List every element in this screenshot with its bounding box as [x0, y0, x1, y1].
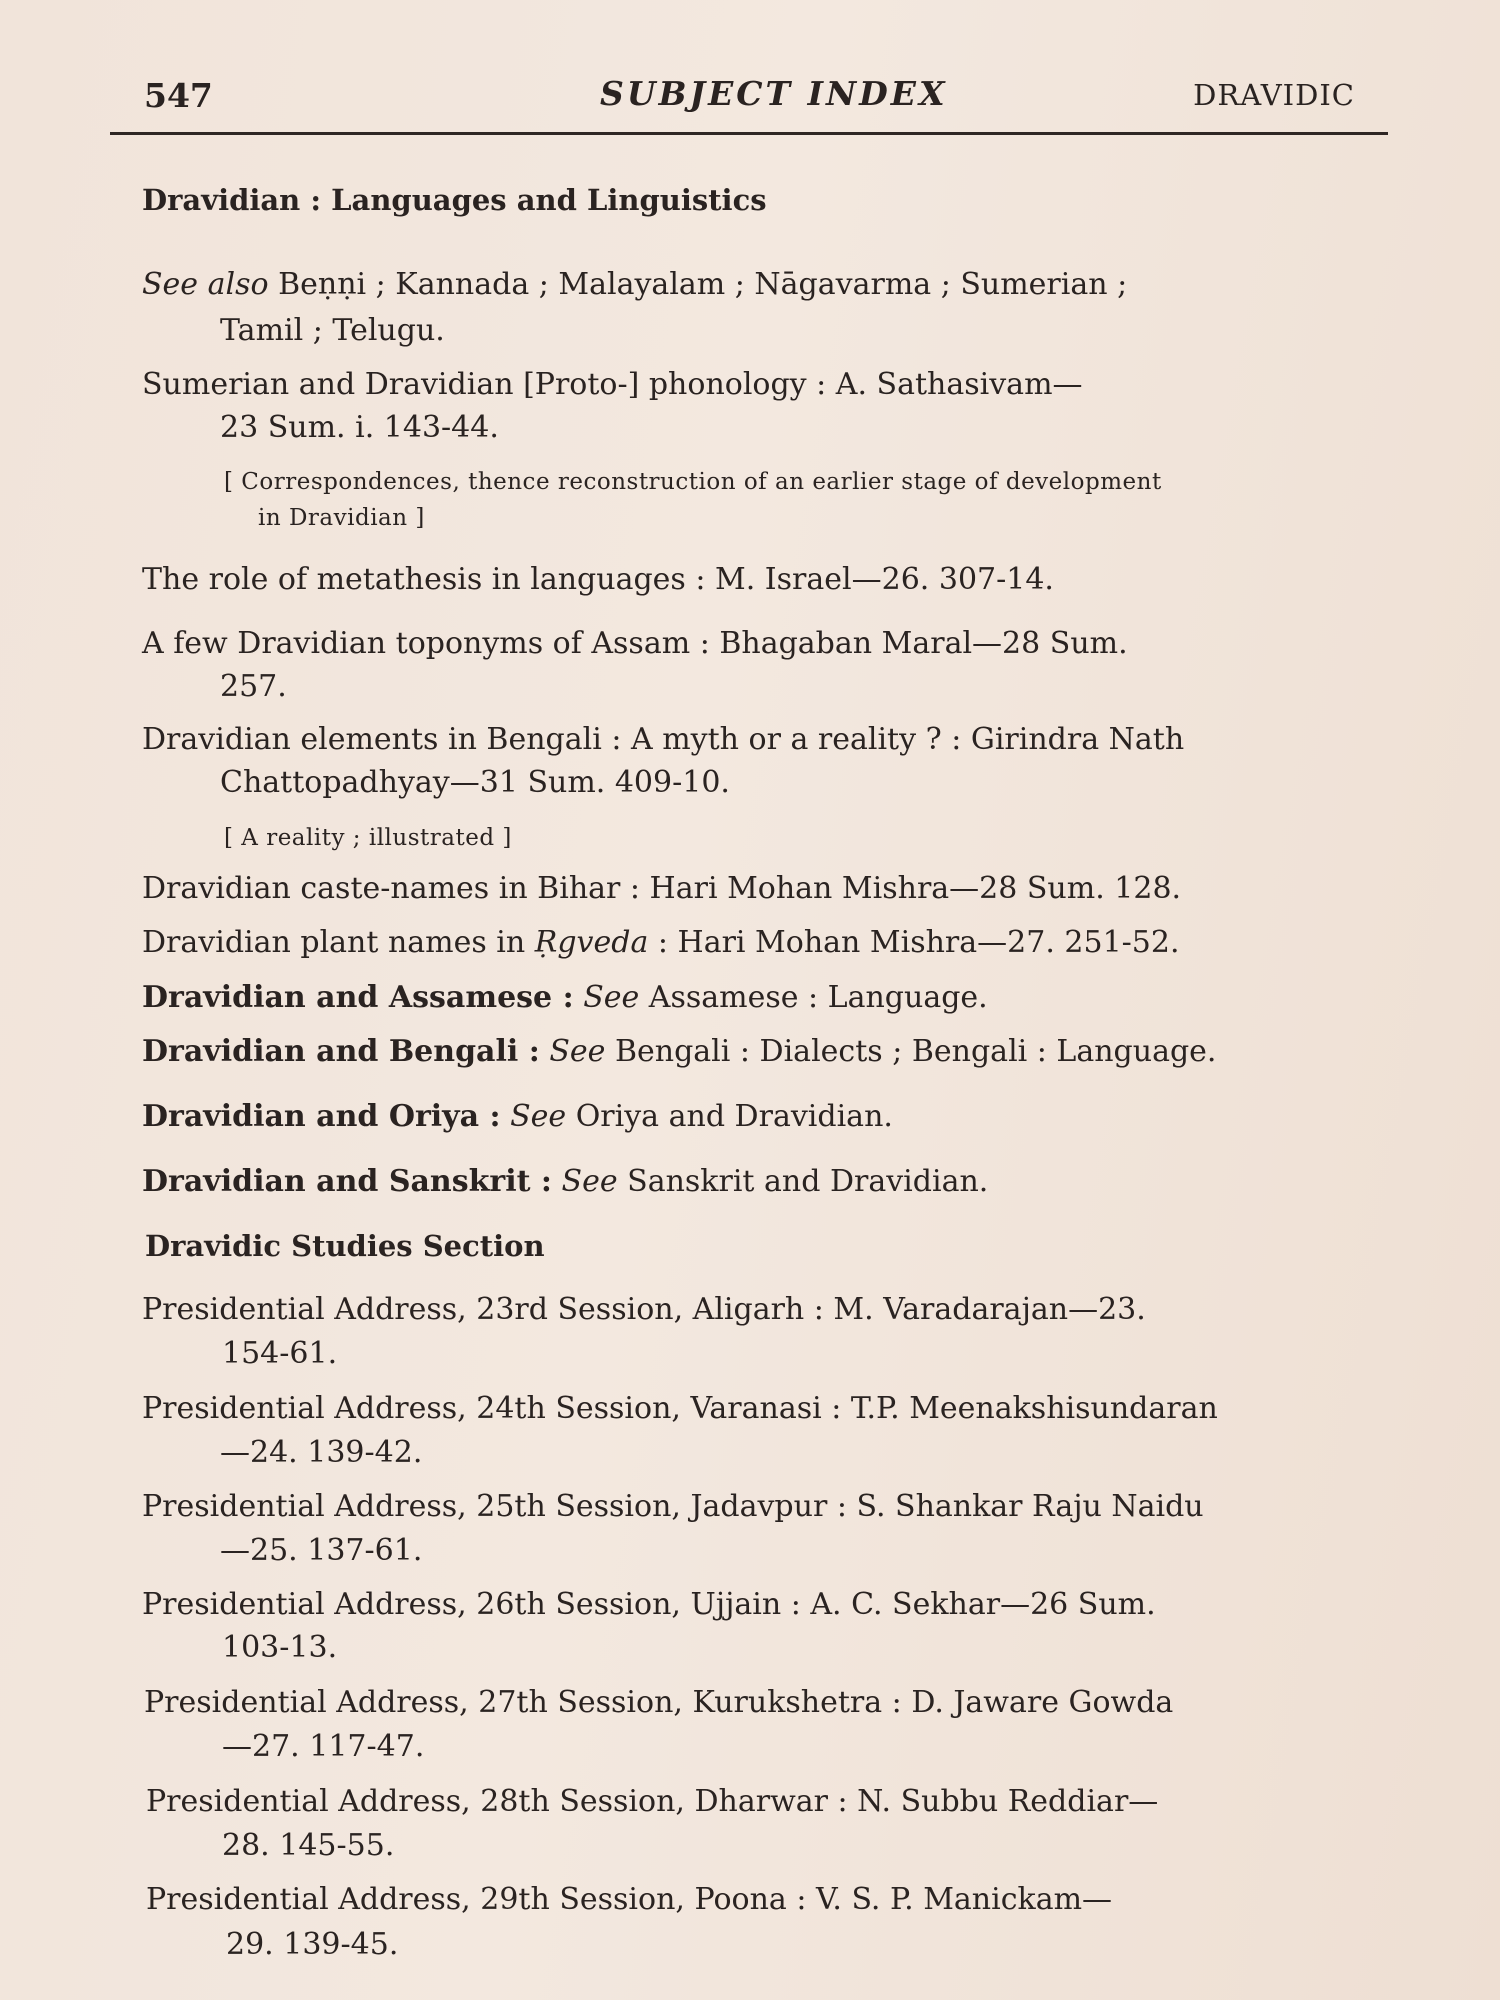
xref-oriya-target: Oriya and Dravidian. [566, 1099, 893, 1134]
entry-caste-names: Dravidian caste-names in Bihar : Hari Mohan Mishra—28 Sum. 128. [142, 871, 1182, 906]
heading-dravidian-languages: Dravidian : Languages and Linguistics [142, 183, 767, 217]
entry-plant-names [142, 923, 1180, 963]
xref-sanskrit-see: See [561, 1164, 618, 1199]
heading-dravidic-studies: Dravidic Studies Section [145, 1229, 545, 1263]
xref-sanskrit-head: Dravidian and Sanskrit : [142, 1164, 552, 1199]
xref-sanskrit-target: Sanskrit and Dravidian. [617, 1164, 989, 1199]
entry-presidential-27: Presidential Address, 27th Session, Kurukshetra : D. Jaware Gowda [144, 1685, 1174, 1720]
xref-assamese [142, 978, 988, 1018]
entry-plant-names-text: Dravidian plant names in [142, 925, 535, 960]
entry-presidential-29: Presidential Address, 29th Session, Poona : V. S. P. Manickam— [146, 1882, 1113, 1917]
see-also-line [142, 265, 1127, 305]
xref-oriya-head: Dravidian and Oriya : [142, 1099, 501, 1134]
entry-plant-names-ref: : Hari Mohan Mishra—27. 251-52. [648, 925, 1180, 960]
page-number: 547 [144, 76, 213, 115]
see-also-list: Beṇṇi ; Kannada ; Malayalam ; Nāgavarma ; Sumerian ; [268, 267, 1128, 302]
entry-presidential-23: Presidential Address, 23rd Session, Aligarh : M. Varadarajan—23. [142, 1292, 1146, 1327]
entry-presidential-26: Presidential Address, 26th Session, Ujjain : A. C. Sekhar—26 Sum. [142, 1587, 1156, 1622]
entry-presidential-28-ref: 28. 145-55. [222, 1828, 395, 1863]
entry-plant-names-title: Ṛgveda [534, 925, 649, 960]
entry-presidential-25-ref: —25. 137-61. [220, 1533, 423, 1568]
xref-oriya [142, 1097, 893, 1137]
entry-toponyms-assam-ref: 257. [220, 669, 287, 704]
entry-presidential-23-ref: 154-61. [222, 1336, 338, 1371]
entry-presidential-24-ref: —24. 139-42. [220, 1435, 423, 1470]
entry-metathesis: The role of metathesis in languages : M. Israel—26. 307-14. [142, 562, 1054, 597]
xref-sanskrit [142, 1162, 988, 1202]
entry-presidential-27-ref: —27. 117-47. [222, 1729, 425, 1764]
entry-elements-bengali: Dravidian elements in Bengali : A myth or a reality ? : Girindra Nath [142, 722, 1185, 757]
entry-sumerian-dravidian-note-continued: in Dravidian ] [258, 505, 425, 531]
entry-presidential-26-ref: 103-13. [222, 1630, 338, 1665]
entry-presidential-29-ref: 29. 139-45. [226, 1927, 399, 1962]
xref-assamese-target: Assamese : Language. [639, 980, 988, 1015]
xref-bengali [142, 1032, 1216, 1072]
entry-presidential-25: Presidential Address, 25th Session, Jadavpur : S. Shankar Raju Naidu [142, 1489, 1204, 1524]
entry-toponyms-assam: A few Dravidian toponyms of Assam : Bhagaban Maral—28 Sum. [142, 626, 1128, 661]
entry-elements-bengali-ref: Chattopadhyay—31 Sum. 409-10. [220, 765, 730, 800]
see-also-label: See also [142, 267, 269, 302]
section-label: DRAVIDIC [1193, 78, 1355, 112]
xref-bengali-target: Bengali : Dialects ; Bengali : Language. [605, 1034, 1217, 1069]
entry-presidential-24: Presidential Address, 24th Session, Varanasi : T.P. Meenakshisundaran [142, 1391, 1218, 1426]
xref-bengali-head: Dravidian and Bengali : [142, 1034, 540, 1069]
xref-bengali-see: See [549, 1034, 606, 1069]
entry-sumerian-dravidian-ref: 23 Sum. i. 143-44. [220, 410, 499, 445]
xref-oriya-see: See [510, 1099, 567, 1134]
entry-sumerian-dravidian: Sumerian and Dravidian [Proto-] phonology : A. Sathasivam— [142, 367, 1083, 402]
xref-assamese-see: See [583, 980, 640, 1015]
entry-sumerian-dravidian-note: [ Correspondences, thence reconstruction of an earlier stage of development [224, 469, 1162, 495]
xref-assamese-head: Dravidian and Assamese : [142, 980, 574, 1015]
running-title: SUBJECT INDEX [600, 74, 948, 113]
entry-elements-bengali-note: [ A reality ; illustrated ] [224, 825, 512, 851]
entry-presidential-28: Presidential Address, 28th Session, Dharwar : N. Subbu Reddiar— [146, 1784, 1159, 1819]
see-also-list-continued: Tamil ; Telugu. [220, 313, 445, 348]
